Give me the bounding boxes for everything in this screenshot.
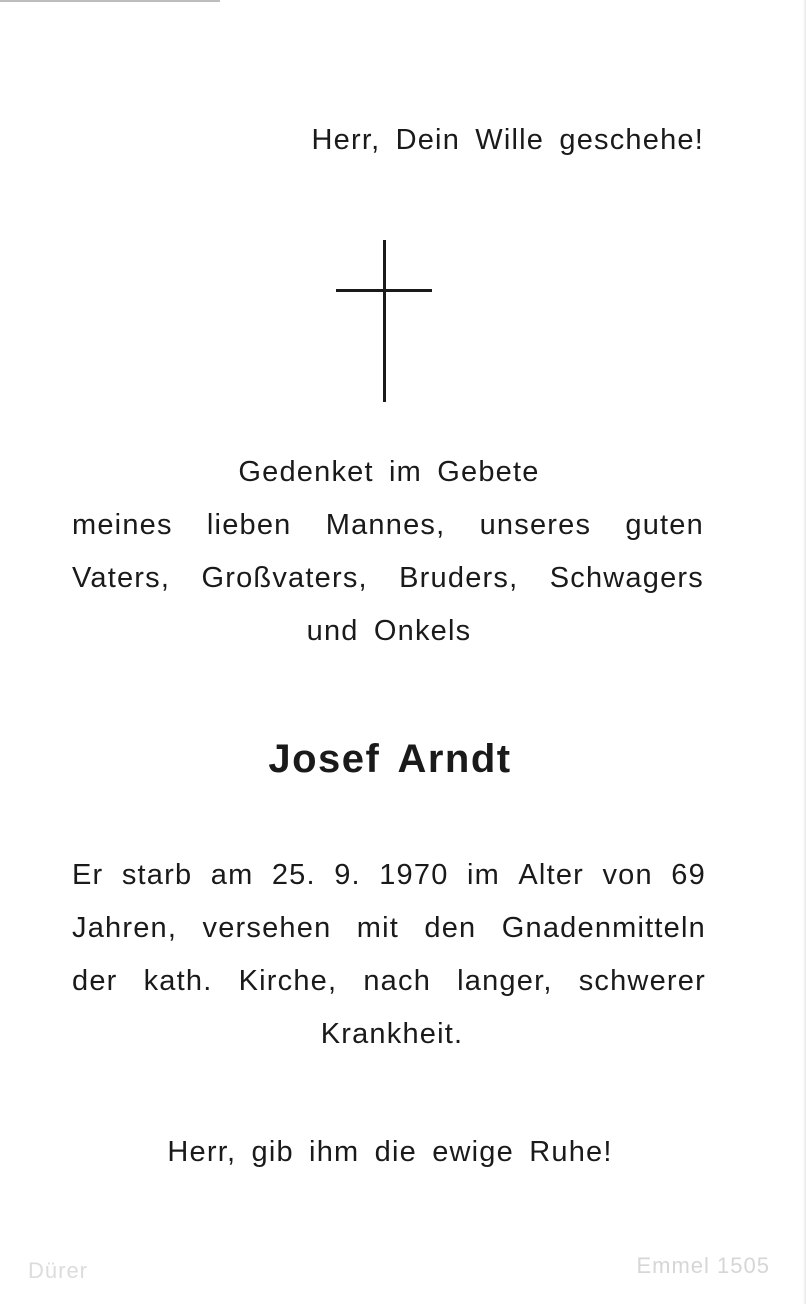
- word: 9.: [334, 859, 361, 891]
- word: Alter: [518, 859, 585, 891]
- word: lieben: [206, 509, 292, 541]
- word: guten: [625, 509, 704, 541]
- word: langer,: [457, 965, 553, 997]
- word: den: [424, 912, 477, 944]
- word: starb: [121, 859, 193, 891]
- word: 1970: [379, 859, 449, 891]
- cross-icon: [336, 240, 432, 402]
- word: unseres: [479, 509, 592, 541]
- word: am: [210, 859, 254, 891]
- word: Bruders,: [399, 562, 519, 594]
- word: nach: [363, 965, 432, 997]
- word: mit: [356, 912, 400, 944]
- scan-edge-top: [0, 0, 220, 2]
- word: Gnadenmitteln: [501, 912, 706, 944]
- relation-line-1: [72, 508, 704, 542]
- word: Großvaters,: [201, 562, 368, 594]
- deceased-name: Josef Arndt: [268, 737, 512, 781]
- word: kath.: [143, 965, 213, 997]
- word: Vaters,: [72, 562, 171, 594]
- relation-line-2: [72, 561, 704, 595]
- word: Er: [72, 859, 104, 891]
- word: im: [466, 859, 500, 891]
- word: Kirche,: [238, 965, 338, 997]
- word: 25.: [271, 859, 316, 891]
- word: von: [602, 859, 653, 891]
- printer-mark-left: Dürer: [28, 1258, 89, 1283]
- printer-mark-right: Emmel 1505: [636, 1253, 770, 1278]
- word: versehen: [202, 912, 332, 944]
- relation-line-3: und Onkels: [306, 615, 472, 647]
- word: 69: [671, 859, 706, 891]
- remember-intro: Gedenket im Gebete: [238, 456, 540, 488]
- word: Mannes,: [325, 509, 446, 541]
- motto-top: Herr, Dein Wille geschehe!: [311, 124, 704, 156]
- death-line-1: [72, 858, 706, 892]
- word: Jahren,: [72, 912, 178, 944]
- motto-bottom: Herr, gib ihm die ewige Ruhe!: [167, 1136, 613, 1168]
- word: der: [72, 965, 118, 997]
- word: Schwagers: [549, 562, 704, 594]
- word: meines: [72, 509, 173, 541]
- death-line-4: Krankheit.: [320, 1018, 464, 1050]
- death-line-2: [72, 911, 706, 945]
- word: schwerer: [578, 965, 706, 997]
- death-line-3: [72, 964, 706, 998]
